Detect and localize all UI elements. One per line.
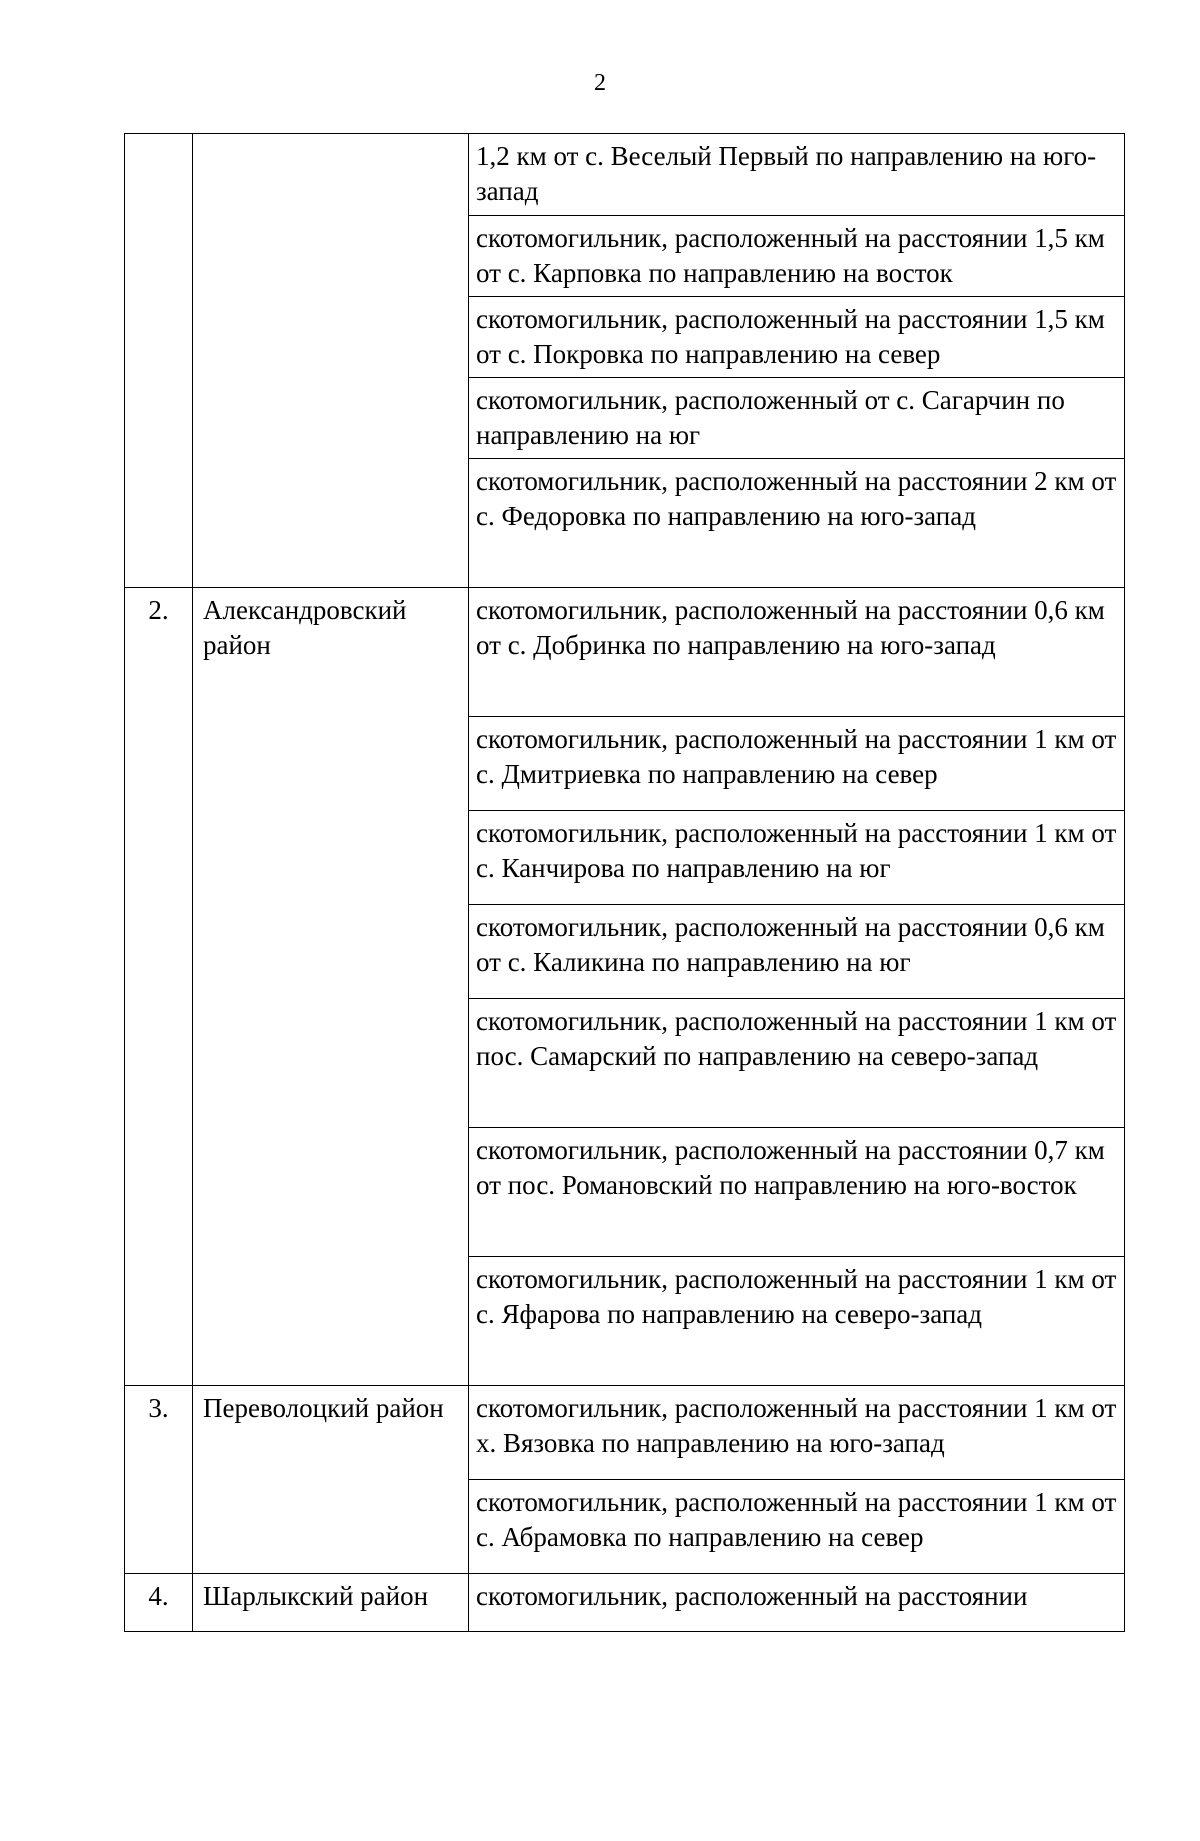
site-description-cell: скотомогильник, расположенный от с. Сагарчин по направлению на юг bbox=[469, 378, 1125, 459]
district-cell: Переволоцкий район bbox=[193, 1386, 469, 1574]
site-description-cell: скотомогильник, расположенный на расстоянии 1 км от с. Абрамовка по направлению на север bbox=[469, 1480, 1125, 1574]
row-number-cell bbox=[125, 134, 193, 588]
site-description-cell: скотомогильник, расположенный на расстоянии 0,7 км от пос. Романовский по направлению на юго-восток bbox=[469, 1128, 1125, 1257]
page-number: 2 bbox=[594, 70, 606, 96]
district-cell: Шарлыкский район bbox=[193, 1574, 469, 1632]
site-description-cell: скотомогильник, расположенный на расстоянии 1 км от пос. Самарский по направлению на северо-запад bbox=[469, 999, 1125, 1128]
district-cell bbox=[193, 134, 469, 588]
site-description-cell: скотомогильник, расположенный на расстоянии 2 км от с. Федоровка по направлению на юго-запад bbox=[469, 459, 1125, 588]
site-description-cell: скотомогильник, расположенный на расстоянии 1 км от с. Канчирова по направлению на юг bbox=[469, 811, 1125, 905]
site-description-cell: скотомогильник, расположенный на расстоянии 1,5 км от с. Карповка по направлению на восток bbox=[469, 216, 1125, 297]
site-description-cell: скотомогильник, расположенный на расстоянии 1 км от х. Вязовка по направлению на юго-запад bbox=[469, 1386, 1125, 1480]
table-row bbox=[125, 1574, 1125, 1632]
burial-sites-table bbox=[124, 133, 1125, 1632]
district-cell: Александровский район bbox=[193, 588, 469, 1386]
site-description-cell: 1,2 км от с. Веселый Первый по направлению на юго-запад bbox=[469, 134, 1125, 216]
site-description-cell: скотомогильник, расположенный на расстоянии 1 км от с. Дмитриевка по направлению на север bbox=[469, 717, 1125, 811]
table-row bbox=[125, 588, 1125, 717]
table-row bbox=[125, 1386, 1125, 1480]
row-number-cell: 2. bbox=[125, 588, 193, 1386]
table-row bbox=[125, 134, 1125, 216]
site-description-cell: скотомогильник, расположенный на расстоянии 1,5 км от с. Покровка по направлению на север bbox=[469, 297, 1125, 378]
site-description-cell: скотомогильник, расположенный на расстоянии 0,6 км от с. Каликина по направлению на юг bbox=[469, 905, 1125, 999]
site-description-cell: скотомогильник, расположенный на расстоянии bbox=[469, 1574, 1125, 1632]
site-description-cell: скотомогильник, расположенный на расстоянии 1 км от с. Яфарова по направлению на северо-запад bbox=[469, 1257, 1125, 1386]
row-number-cell: 4. bbox=[125, 1574, 193, 1632]
row-number-cell: 3. bbox=[125, 1386, 193, 1574]
site-description-cell: скотомогильник, расположенный на расстоянии 0,6 км от с. Добринка по направлению на юго-запад bbox=[469, 588, 1125, 717]
